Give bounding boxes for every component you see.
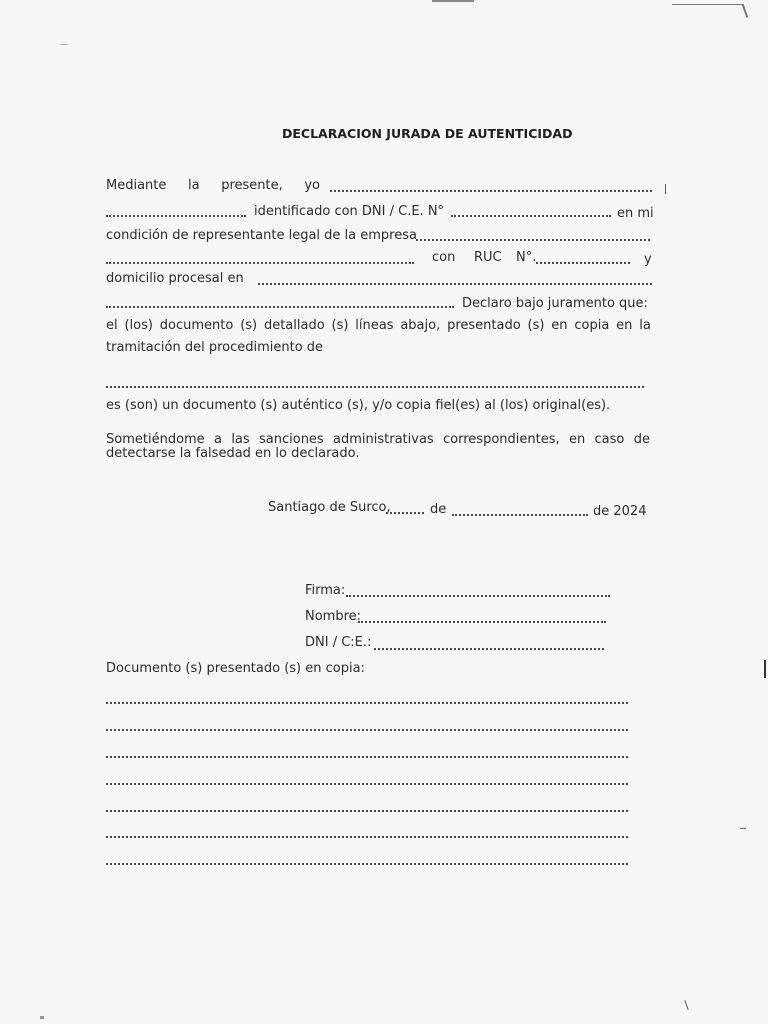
sanctions-word: administrativas [333,432,434,447]
statement-word: (s) [331,318,349,333]
intro-word: yo [304,178,320,193]
ruc-number-label: N°. [516,250,537,265]
scan-mark [684,1000,688,1010]
statement-word: en [616,318,633,333]
statement-word: la [639,318,651,333]
ruc-number-field[interactable] [536,262,630,264]
procedure-label: tramitación del procedimiento de [106,340,324,355]
authenticity-statement: es (son) un documento (s) auténtico (s), y/o copia fiel(es) al (los) original(es). [106,398,611,413]
capacity-label: en mi [617,206,654,221]
day-field[interactable] [386,512,424,514]
statement-word: (s) [240,318,258,333]
ruc-label: RUC [474,250,502,265]
document-entry-field[interactable] [106,756,628,758]
scan-mark [740,828,746,829]
month-field[interactable] [452,514,588,516]
name-label: Nombre: [305,609,362,624]
intro-word: Mediante [106,178,167,193]
sanctions-statement-end: detectarse la falsedad en lo declarado. [106,446,360,461]
sanctions-word: sanciones [259,432,324,447]
procedural-address-field-continued[interactable] [106,306,454,308]
sworn-declaration-label: Declaro bajo juramento que: [462,296,648,311]
statement-word: documento [159,318,234,333]
procedural-address-field[interactable] [258,283,652,285]
intro-word: la [188,178,200,193]
sanctions-word: correspondientes, [443,432,560,447]
declarant-name-field[interactable] [330,190,652,192]
id-document-label: identificado con DNI / C.E. N° [254,204,445,219]
signature-label: Firma: [305,583,346,598]
statement-word: (los) [124,318,153,333]
intro-word: presente, [221,178,283,193]
scan-mark [432,0,474,2]
signature-field[interactable] [346,595,610,597]
document-entry-field[interactable] [106,863,628,865]
statement-word: detallado [263,318,325,333]
company-name-field-continued[interactable] [106,262,414,264]
documents-presented-label: Documento (s) presentado (s) en copia: [106,661,365,676]
statement-word: líneas [355,318,394,333]
document-entry-field[interactable] [106,729,628,731]
scan-mark [764,660,766,678]
scan-mark [672,4,744,5]
id-number-field[interactable] [451,215,611,217]
document-entry-field[interactable] [106,702,628,704]
declarant-intro-line [106,178,320,194]
sanctions-word: caso [594,432,625,447]
scan-mark [40,1016,44,1019]
sanctions-word: las [231,432,250,447]
statement-word: el [106,318,118,333]
statement-word: copia [574,318,610,333]
sanctions-word: a [214,432,222,447]
place-label: Santiago de Surco, [268,500,391,515]
dni-label: DNI / C:E.: [305,635,372,650]
document-entry-field[interactable] [106,836,628,838]
scan-mark [742,4,749,18]
ruc-label-con: con [432,250,456,265]
dni-field[interactable] [374,648,604,650]
document-title: DECLARACION JURADA DE AUTENTICIDAD [282,126,573,141]
document-entry-field[interactable] [106,783,628,785]
document-entry-field[interactable] [106,810,628,812]
sanctions-word: de [633,432,650,447]
name-field[interactable] [358,621,606,623]
declarant-name-field-continued[interactable] [106,215,246,217]
statement-word: (s) [527,318,545,333]
sanctions-word: Sometiéndome [106,432,205,447]
procedure-name-field[interactable] [106,386,644,388]
scan-mark [60,44,68,45]
year-label: de 2024 [593,504,647,519]
documents-statement-line [106,318,651,334]
company-representative-label: condición de representante legal de la empresa [106,228,417,243]
ruc-and-label: y [644,252,652,267]
scan-mark [665,184,666,194]
company-name-field[interactable] [416,239,650,241]
sanctions-word: en [568,432,586,447]
date-de-label: de [430,502,447,517]
statement-word: presentado [447,318,521,333]
statement-word: abajo, [400,318,441,333]
procedural-address-label: domicilio procesal en [106,271,244,286]
statement-word: en [551,318,568,333]
